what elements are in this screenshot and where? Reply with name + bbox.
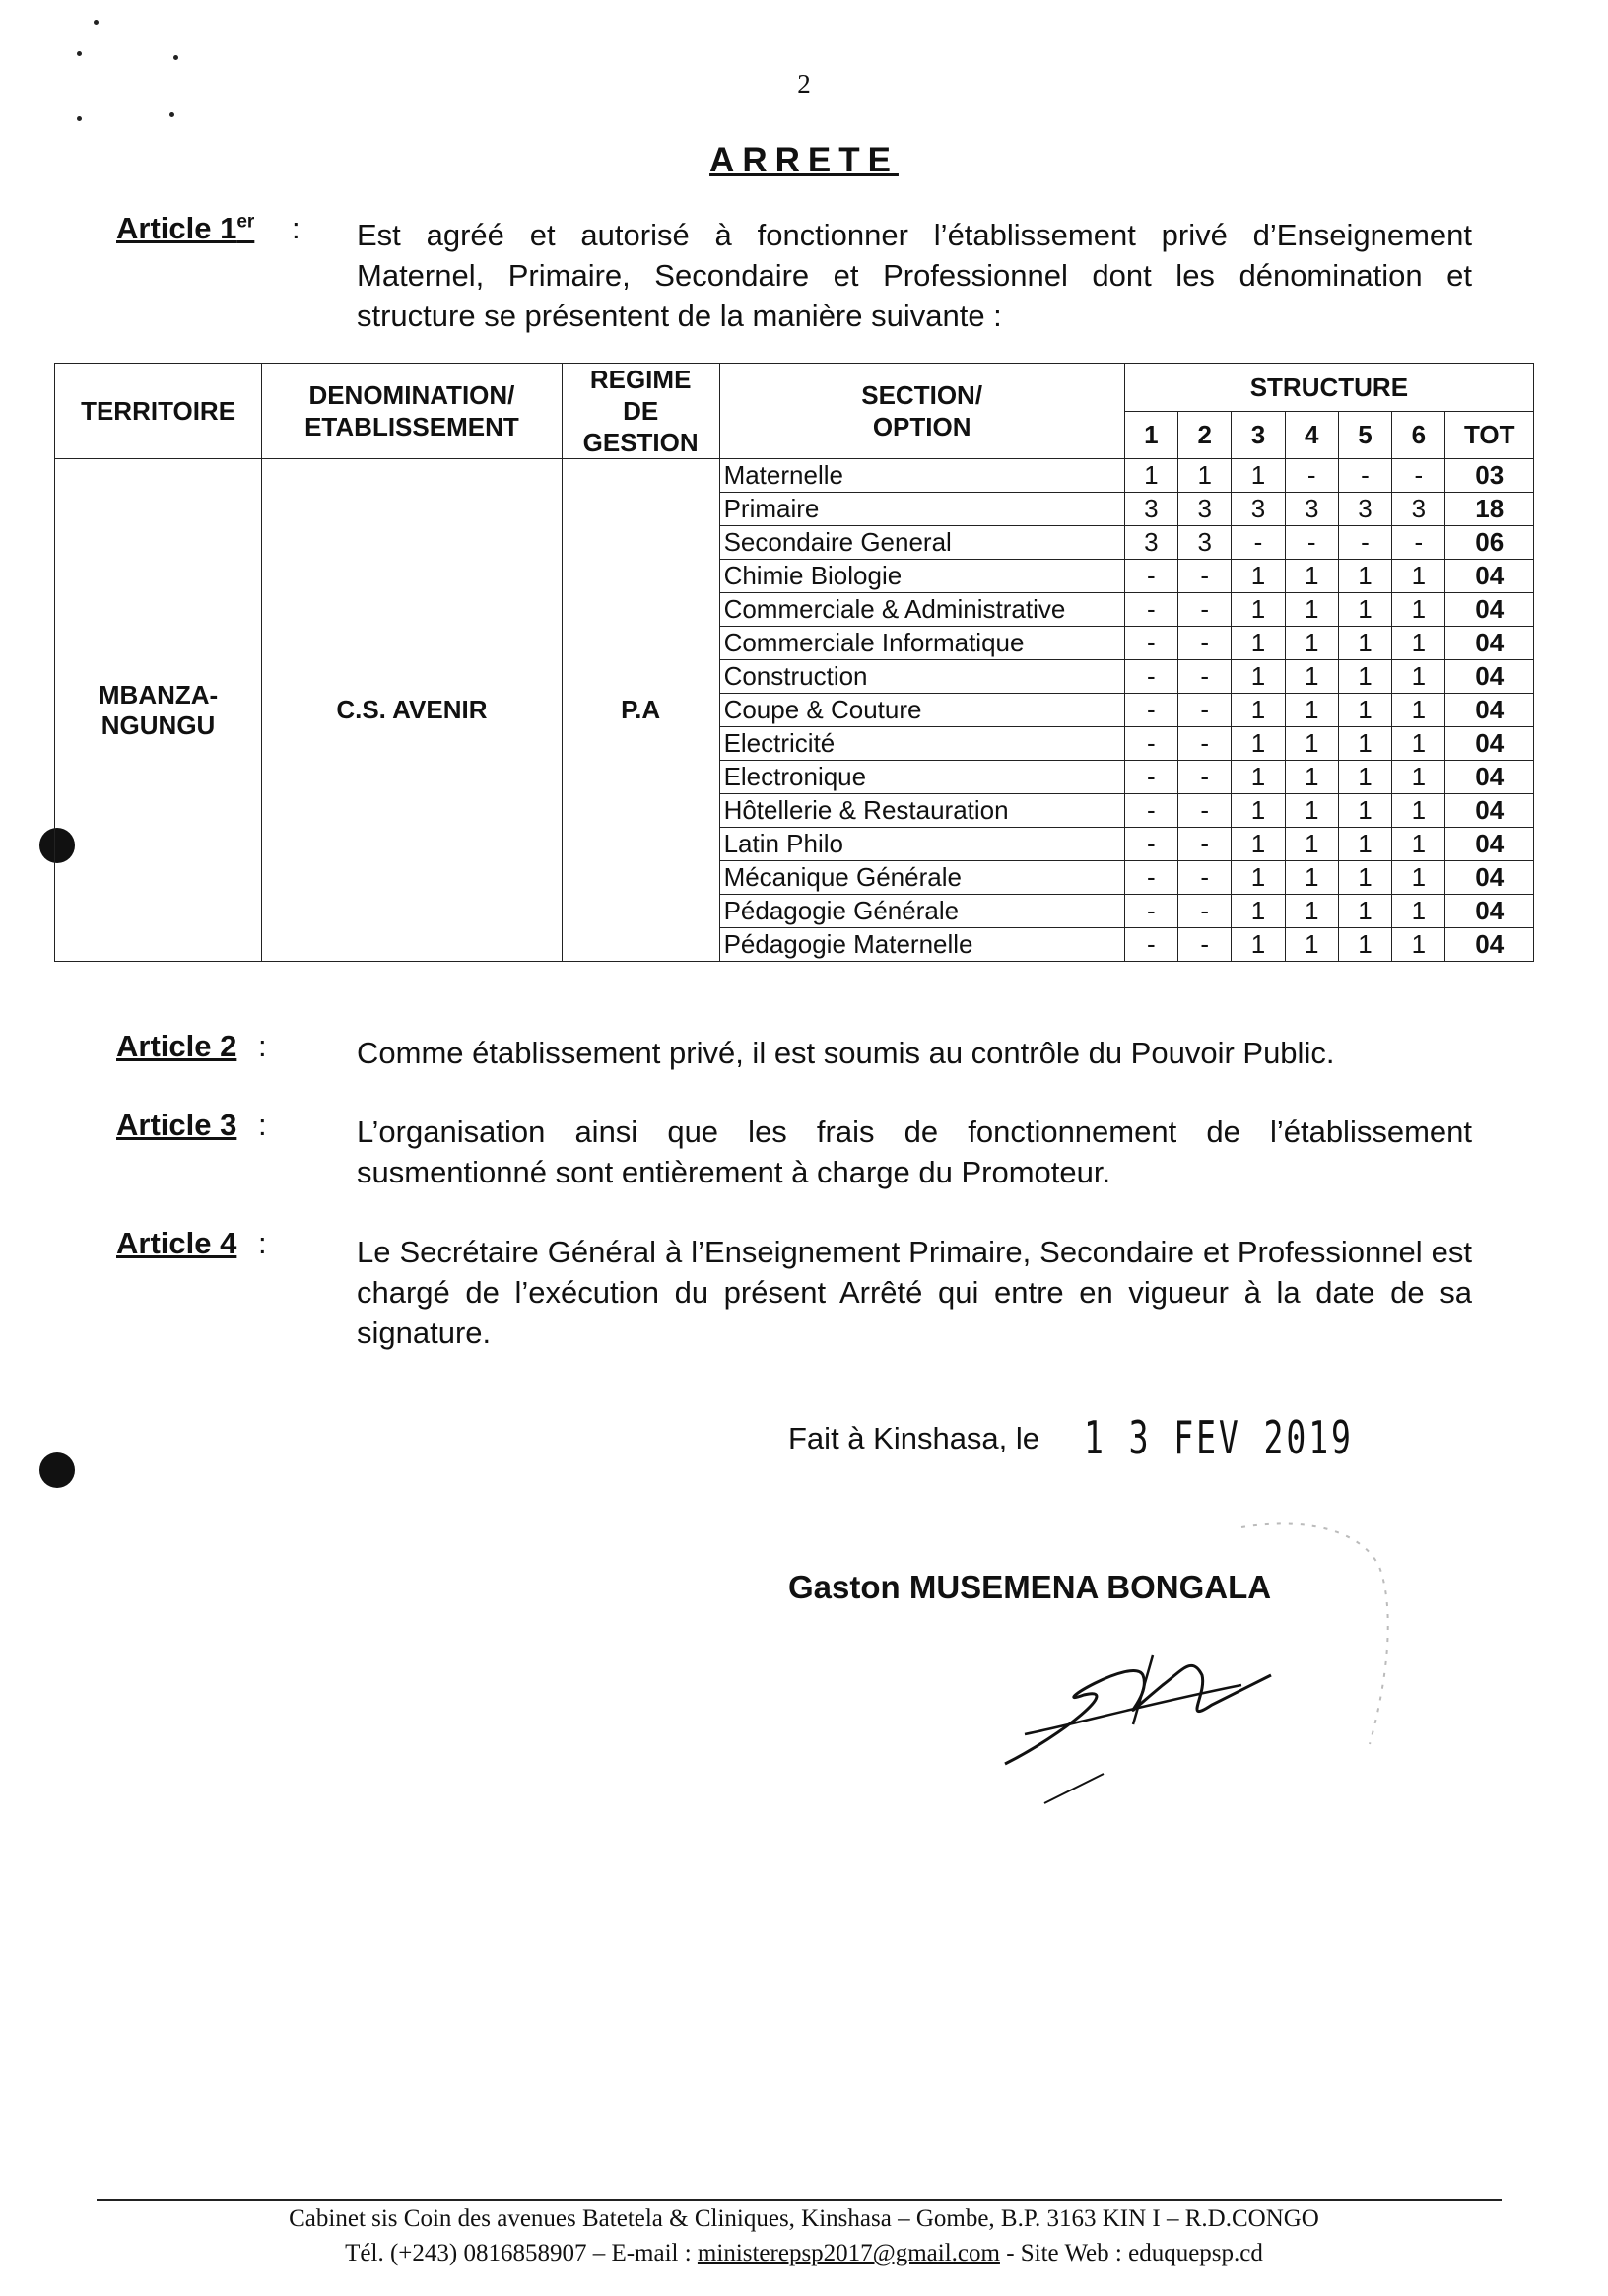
level-5-cell: 1	[1338, 828, 1391, 861]
level-4-cell: 1	[1285, 895, 1338, 928]
level-4-cell: 1	[1285, 727, 1338, 761]
level-1-cell: -	[1124, 794, 1177, 828]
total-cell: 04	[1445, 727, 1534, 761]
level-1-cell: -	[1124, 861, 1177, 895]
section-cell: Latin Philo	[719, 828, 1124, 861]
header-level-2: 2	[1178, 411, 1232, 459]
header-level-4: 4	[1285, 411, 1338, 459]
level-6-cell: 1	[1392, 761, 1445, 794]
level-3-cell: 1	[1232, 727, 1285, 761]
level-2-cell: -	[1178, 794, 1232, 828]
total-cell: 04	[1445, 928, 1534, 962]
article-3-text: L’organisation ainsi que les frais de fonctionnement de l’établissement susmentionné sont entièrement à charge du Promoteur.	[357, 1114, 1472, 1189]
level-4-cell: 1	[1285, 761, 1338, 794]
total-cell: 04	[1445, 694, 1534, 727]
level-3-cell: 1	[1232, 459, 1285, 493]
level-3-cell: 1	[1232, 560, 1285, 593]
level-2-cell: -	[1178, 560, 1232, 593]
level-5-cell: 1	[1338, 794, 1391, 828]
header-total: TOT	[1445, 411, 1534, 459]
total-cell: 04	[1445, 593, 1534, 627]
level-5-cell: 1	[1338, 727, 1391, 761]
level-5-cell: 1	[1338, 560, 1391, 593]
level-3-cell: 1	[1232, 627, 1285, 660]
regime-cell: P.A	[562, 459, 719, 962]
section-cell: Maternelle	[719, 459, 1124, 493]
scan-speck	[169, 112, 174, 117]
footer-address: Cabinet sis Coin des avenues Batetela & Cliniques, Kinshasa – Gombe, B.P. 3163 KIN I – R.D.CONGO	[289, 2205, 1319, 2232]
footer-email-link[interactable]: ministerepsp2017@gmail.com	[697, 2240, 1000, 2266]
level-2-cell: -	[1178, 660, 1232, 694]
level-6-cell: 1	[1392, 593, 1445, 627]
level-6-cell: 1	[1392, 660, 1445, 694]
section-cell: Electricité	[719, 727, 1124, 761]
total-cell: 04	[1445, 560, 1534, 593]
level-2-cell: -	[1178, 828, 1232, 861]
level-5-cell: 1	[1338, 627, 1391, 660]
level-4-cell: 1	[1285, 928, 1338, 962]
table-row	[55, 459, 1534, 493]
level-2-cell: -	[1178, 694, 1232, 727]
level-3-cell: 1	[1232, 828, 1285, 861]
level-1-cell: -	[1124, 627, 1177, 660]
level-6-cell: 1	[1392, 794, 1445, 828]
article-1-text: Est agréé et autorisé à fonctionner l’établissement privé d’Enseignement Maternel, Primaire, Secondaire et Professionnel dont les dénomination et structure se présentent de la manière suivante :	[357, 218, 1472, 333]
header-territoire: TERRITOIRE	[55, 364, 262, 459]
section-cell: Construction	[719, 660, 1124, 694]
article-4-label: Article 4	[116, 1226, 237, 1260]
level-4-cell: 1	[1285, 560, 1338, 593]
section-cell: Pédagogie Générale	[719, 895, 1124, 928]
level-5-cell: -	[1338, 526, 1391, 560]
footer-site-link[interactable]: eduquepsp.cd	[1128, 2240, 1263, 2266]
level-6-cell: -	[1392, 526, 1445, 560]
level-4-cell: 3	[1285, 493, 1338, 526]
header-regime: REGIME DE GESTION	[562, 364, 719, 459]
section-cell: Primaire	[719, 493, 1124, 526]
level-6-cell: 1	[1392, 828, 1445, 861]
level-1-cell: -	[1124, 761, 1177, 794]
level-1-cell: -	[1124, 928, 1177, 962]
header-level-3: 3	[1232, 411, 1285, 459]
section-cell: Coupe & Couture	[719, 694, 1124, 727]
document-title: ARRETE	[709, 141, 899, 179]
level-6-cell: 1	[1392, 861, 1445, 895]
level-5-cell: -	[1338, 459, 1391, 493]
level-3-cell: 1	[1232, 928, 1285, 962]
footer-site-prefix: - Site Web :	[1006, 2240, 1122, 2266]
scan-speck	[94, 20, 99, 25]
etablissement-cell: C.S. AVENIR	[262, 459, 563, 962]
section-cell: Secondaire General	[719, 526, 1124, 560]
level-6-cell: 1	[1392, 627, 1445, 660]
territoire-cell-line: NGUNGU	[100, 709, 216, 740]
article-2-colon: :	[258, 1029, 267, 1063]
level-6-cell: -	[1392, 459, 1445, 493]
level-4-cell: 1	[1285, 828, 1338, 861]
level-1-cell: 3	[1124, 526, 1177, 560]
level-1-cell: -	[1124, 593, 1177, 627]
level-3-cell: 1	[1232, 794, 1285, 828]
level-2-cell: 3	[1178, 493, 1232, 526]
section-cell: Commerciale & Administrative	[719, 593, 1124, 627]
level-1-cell: -	[1124, 660, 1177, 694]
level-6-cell: 1	[1392, 928, 1445, 962]
total-cell: 04	[1445, 660, 1534, 694]
level-2-cell: 3	[1178, 526, 1232, 560]
level-3-cell: -	[1232, 526, 1285, 560]
level-5-cell: 3	[1338, 493, 1391, 526]
level-3-cell: 3	[1232, 493, 1285, 526]
level-5-cell: 1	[1338, 761, 1391, 794]
scan-speck	[173, 55, 178, 60]
level-3-cell: 1	[1232, 593, 1285, 627]
punch-hole	[39, 1452, 75, 1488]
level-5-cell: 1	[1338, 928, 1391, 962]
header-level-1: 1	[1124, 411, 1177, 459]
level-3-cell: 1	[1232, 761, 1285, 794]
scan-speck	[77, 116, 82, 121]
level-3-cell: 1	[1232, 694, 1285, 727]
level-3-cell: 1	[1232, 660, 1285, 694]
section-cell: Chimie Biologie	[719, 560, 1124, 593]
level-6-cell: 1	[1392, 895, 1445, 928]
header-level-6: 6	[1392, 411, 1445, 459]
total-cell: 03	[1445, 459, 1534, 493]
level-3-cell: 1	[1232, 861, 1285, 895]
level-4-cell: 1	[1285, 794, 1338, 828]
header-section: SECTION/ OPTION	[719, 364, 1124, 459]
level-2-cell: -	[1178, 627, 1232, 660]
signer-name: Gaston MUSEMENA BONGALA	[788, 1569, 1272, 1605]
level-6-cell: 3	[1392, 493, 1445, 526]
section-cell: Electronique	[719, 761, 1124, 794]
article-2-label: Article 2	[116, 1029, 237, 1063]
page-number: 2	[797, 69, 811, 99]
level-1-cell: -	[1124, 694, 1177, 727]
level-2-cell: 1	[1178, 459, 1232, 493]
level-4-cell: 1	[1285, 593, 1338, 627]
level-2-cell: -	[1178, 861, 1232, 895]
level-4-cell: -	[1285, 526, 1338, 560]
level-4-cell: 1	[1285, 627, 1338, 660]
level-6-cell: 1	[1392, 727, 1445, 761]
place-date-prefix: Fait à Kinshasa, le	[788, 1421, 1040, 1455]
level-2-cell: -	[1178, 593, 1232, 627]
level-1-cell: -	[1124, 895, 1177, 928]
article-4-text: Le Secrétaire Général à l’Enseignement Primaire, Secondaire et Professionnel est chargé de l’exécution du présent Arrêté qui entre en vigueur à la date de sa signature.	[357, 1235, 1472, 1350]
article-4-colon: :	[258, 1226, 267, 1260]
level-2-cell: -	[1178, 895, 1232, 928]
section-cell: Commerciale Informatique	[719, 627, 1124, 660]
total-cell: 04	[1445, 627, 1534, 660]
date-stamp: 1 3 FEV 2019	[1084, 1411, 1354, 1464]
level-6-cell: 1	[1392, 560, 1445, 593]
level-5-cell: 1	[1338, 861, 1391, 895]
header-level-5: 5	[1338, 411, 1391, 459]
scan-speck	[77, 51, 82, 56]
total-cell: 04	[1445, 861, 1534, 895]
total-cell: 04	[1445, 895, 1534, 928]
faint-stamp-trace	[1222, 1508, 1399, 1764]
total-cell: 04	[1445, 794, 1534, 828]
level-4-cell: 1	[1285, 861, 1338, 895]
article-3-colon: :	[258, 1108, 267, 1142]
level-5-cell: 1	[1338, 895, 1391, 928]
level-5-cell: 1	[1338, 593, 1391, 627]
level-5-cell: 1	[1338, 660, 1391, 694]
total-cell: 04	[1445, 761, 1534, 794]
level-4-cell: 1	[1285, 694, 1338, 727]
article-3-label: Article 3	[116, 1108, 237, 1142]
structure-table	[54, 363, 1534, 962]
section-cell: Mécanique Générale	[719, 861, 1124, 895]
level-1-cell: -	[1124, 828, 1177, 861]
level-2-cell: -	[1178, 761, 1232, 794]
total-cell: 04	[1445, 828, 1534, 861]
level-1-cell: 3	[1124, 493, 1177, 526]
footer-contact	[0, 2240, 1608, 2267]
level-1-cell: -	[1124, 727, 1177, 761]
level-1-cell: -	[1124, 560, 1177, 593]
article-1-label: Article 1er	[116, 211, 255, 245]
article-1-colon: :	[292, 211, 301, 245]
level-2-cell: -	[1178, 727, 1232, 761]
header-structure: STRUCTURE	[1124, 364, 1533, 412]
level-4-cell: 1	[1285, 660, 1338, 694]
territoire-cell	[55, 459, 262, 962]
level-3-cell: 1	[1232, 895, 1285, 928]
total-cell: 06	[1445, 526, 1534, 560]
territoire-cell-line: MBANZA-	[98, 679, 219, 709]
level-1-cell: 1	[1124, 459, 1177, 493]
level-4-cell: -	[1285, 459, 1338, 493]
level-5-cell: 1	[1338, 694, 1391, 727]
section-cell: Pédagogie Maternelle	[719, 928, 1124, 962]
section-cell: Hôtellerie & Restauration	[719, 794, 1124, 828]
total-cell: 18	[1445, 493, 1534, 526]
article-2-text: Comme établissement privé, il est soumis au contrôle du Pouvoir Public.	[357, 1036, 1335, 1070]
level-6-cell: 1	[1392, 694, 1445, 727]
header-denomination: DENOMINATION/ ETABLISSEMENT	[262, 364, 563, 459]
level-2-cell: -	[1178, 928, 1232, 962]
footer-tel: Tél. (+243) 0816858907 – E-mail :	[345, 2240, 692, 2266]
footer-divider	[97, 2199, 1502, 2201]
